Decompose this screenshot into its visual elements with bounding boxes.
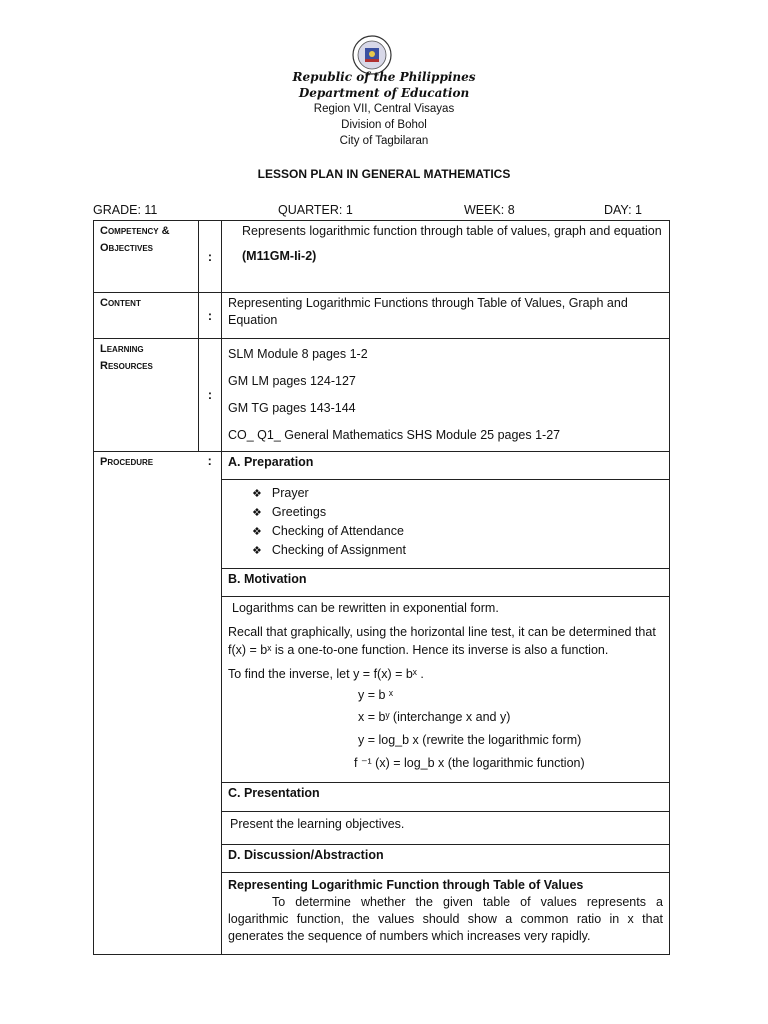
content-text: Representing Logarithmic Functions through Table of Values, Graph and Equation [222, 293, 670, 339]
deped-seal-logo [352, 35, 392, 75]
content-colon: : [199, 293, 222, 339]
motivation-title: B. Motivation [222, 569, 670, 597]
equation-3: y = log_b x (rewrite the logarithmic form) [358, 733, 582, 747]
discussion-text: To determine whether the given table of values represents a logarithmic function, the values should show a common ratio in x that generates the sequence of numbers which increases very rapidly. [228, 895, 663, 943]
motivation-inverse: To find the inverse, let y = f(x) = bˣ . [228, 667, 424, 681]
competency-cell [222, 221, 670, 293]
discussion-title: D. Discussion/Abstraction [222, 845, 670, 873]
resource-item: SLM Module 8 pages 1-2 [228, 347, 368, 361]
equation-1: y = b ˣ [358, 688, 394, 702]
list-item: ❖ Checking of Assignment [252, 541, 669, 560]
resources-row [94, 339, 670, 452]
presentation-title: C. Presentation [222, 783, 670, 812]
resource-item: GM LM pages 124-127 [228, 374, 356, 388]
preparation-title: A. Preparation [222, 452, 670, 480]
quarter-label: QUARTER: 1 [278, 203, 353, 217]
preparation-cell [222, 480, 670, 569]
list-item: ❖ Greetings [252, 503, 669, 522]
competency-row [94, 221, 670, 293]
motivation-intro: Logarithms can be rewritten in exponential form. [232, 601, 499, 615]
procedure-label: Procedure [94, 452, 199, 955]
list-item: ❖ Checking of Attendance [252, 522, 669, 541]
preparation-list [222, 484, 669, 560]
header-republic: Republic of the Philippines [292, 70, 476, 84]
procedure-colon: : [199, 452, 222, 955]
header-division: Division of Bohol [341, 119, 427, 131]
equation-2: x = bʸ (interchange x and y) [358, 710, 511, 724]
header-city: City of Tagbilaran [339, 135, 429, 147]
resources-cell [222, 339, 670, 452]
discussion-subtitle: Representing Logarithmic Function through Table of Values [228, 878, 584, 892]
motivation-recall: Recall that graphically, using the horizontal line test, it can be determined that f(x) = bˣ is a one-to-one function. Hence its inverse is also a function. [228, 625, 656, 657]
competency-colon: : [199, 221, 222, 293]
discussion-cell [222, 873, 670, 955]
resources-label: Learning Resources [94, 339, 199, 452]
page-title: LESSON PLAN IN GENERAL MATHEMATICS [257, 167, 511, 181]
header-region: Region VII, Central Visayas [313, 103, 455, 115]
procedure-row [94, 452, 670, 480]
content-row [94, 293, 670, 339]
resource-item: GM TG pages 143-144 [228, 401, 356, 415]
motivation-cell [222, 597, 670, 783]
day-label: DAY: 1 [604, 203, 642, 217]
week-label: WEEK: 8 [464, 203, 515, 217]
grade-label: GRADE: 11 [93, 203, 158, 217]
competency-text: Represents logarithmic function through table of values, graph and equation [242, 224, 662, 238]
header-department: Department of Education [298, 86, 470, 100]
resource-item: CO_ Q1_ General Mathematics SHS Module 25 pages 1-27 [228, 428, 561, 442]
equation-4: f ⁻¹ (x) = log_b x (the logarithmic function) [354, 756, 585, 770]
content-label: Content [94, 293, 199, 339]
presentation-text: Present the learning objectives. [222, 812, 670, 845]
list-item: ❖ Prayer [252, 484, 669, 503]
competency-label: Competency & Objectives [94, 221, 199, 293]
lesson-plan-table [93, 220, 670, 955]
competency-code: (M11GM-Ii-2) [242, 249, 317, 263]
resources-colon: : [199, 339, 222, 452]
